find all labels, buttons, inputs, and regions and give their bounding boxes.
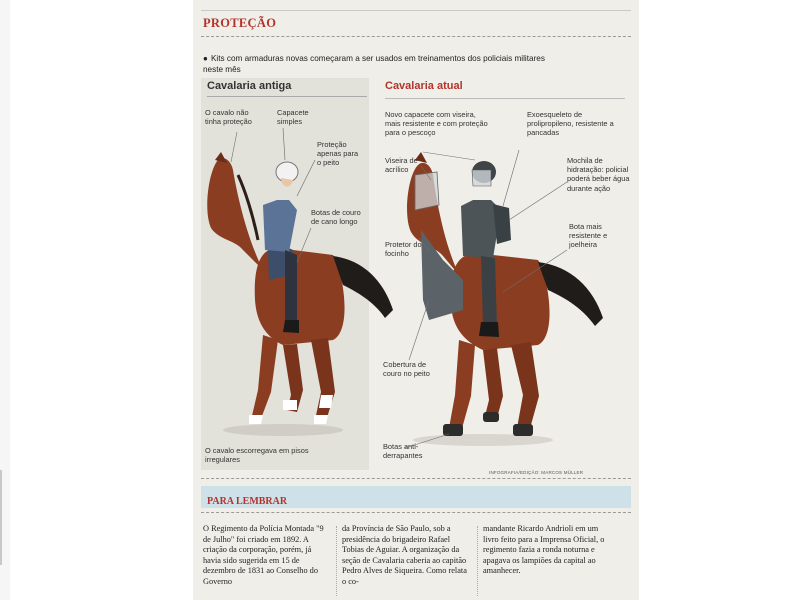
- old-cavalry-heading: Cavalaria antiga: [207, 80, 292, 92]
- bullet-icon: ●: [203, 54, 208, 63]
- label-new-snout: Protetor do focinho: [385, 240, 422, 259]
- remember-rule: [201, 512, 631, 513]
- label-new-exo: Exoesqueleto de prolipropileno, resistente a pancadas: [527, 110, 614, 138]
- left-margin: [0, 0, 10, 600]
- remember-column-1: O Regimento da Polícia Montada "9 de Julho" foi criado em 1892. A criação da corporação, porém, já havia sido sugerida em 15 de dezembro de 1831 ao Conselho do Governo: [203, 524, 324, 586]
- remember-title: PARA LEMBRAR: [207, 496, 288, 507]
- old-horse-figure: [207, 152, 393, 436]
- newspaper-clipping: [193, 0, 639, 600]
- label-new-antislip: Botas anti-derrapantes: [383, 442, 423, 461]
- illustration-credit: INFOGRAFIA/EDIÇÃO: MARCOS MÜLLER: [489, 470, 584, 475]
- label-old-helmet: Capacete simples: [277, 108, 309, 127]
- label-old-slips: O cavalo escorregava em pisos irregulares: [205, 446, 309, 465]
- label-new-leather: Cobertura de couro no peito: [383, 360, 430, 379]
- label-old-chest: Proteção apenas para o peito: [317, 140, 359, 168]
- label-new-boot: Bota mais resistente e joelheira: [569, 222, 608, 250]
- new-cavalry-heading: Cavalaria atual: [385, 80, 463, 92]
- new-horse-figure: [407, 152, 603, 446]
- label-new-helmet: Novo capacete com viseira, mais resistente e com proteção para o pescoço: [385, 110, 488, 138]
- label-new-visor: Viseira de acrílico: [385, 156, 418, 175]
- column-separator: [477, 526, 478, 596]
- lower-rule: [201, 478, 631, 479]
- label-old-no-protection: O cavalo não tinha proteção: [205, 108, 252, 127]
- remember-column-2: da Província de São Paulo, sob a presidência do brigadeiro Rafael Tobias de Aguiar. A organização da seção de Cavalaria caberia ao capitão Pedro Alves de Siqueira. Como relata o co-: [342, 524, 467, 586]
- margin-mark: [0, 470, 2, 565]
- remember-column-3: mandante Ricardo Andrioli em um livro feito para a Imprensa Oficial, o regimento fazia a ronda noturna e apagava os lampiões da capital ao amanhecer.: [483, 524, 605, 576]
- lede-text: Kits com armaduras novas começaram a ser usados em treinamentos dos policiais militares neste mês: [203, 54, 545, 74]
- section-title: PROTEÇÃO: [203, 16, 277, 30]
- label-old-boots: Botas de couro de cano longo: [311, 208, 361, 227]
- column-separator: [336, 526, 337, 596]
- label-new-hydration: Mochila de hidratação: policial poderá beber água durante ação: [567, 156, 630, 193]
